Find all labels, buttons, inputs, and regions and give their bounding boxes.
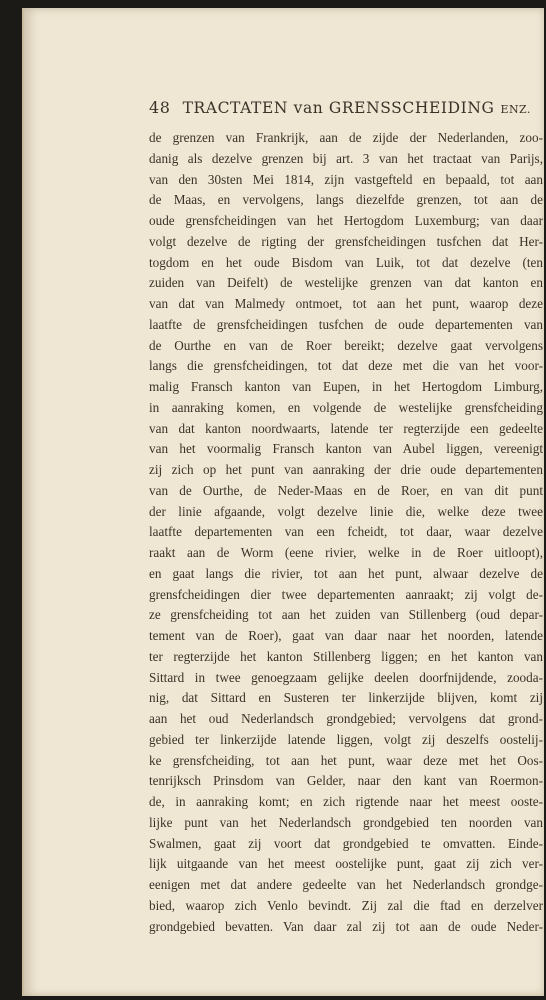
text-line: van dat kanton noordwaarts, latende ter regterzijde een gedeelte	[149, 420, 543, 436]
text-block	[149, 98, 543, 937]
text-line: gebied ter linkerzijde latende liggen, volgt zij deszelfs oostelij-	[149, 731, 543, 747]
text-line: en gaat langs die rivier, tot aan het punt, alwaar dezelve de	[149, 565, 543, 581]
text-line: laatfte departementen van een fcheidt, tot daar, waar dezelve	[149, 524, 543, 540]
text-line: van de Ourthe, de Neder-Maas en de Roer, en van dit punt	[149, 482, 543, 498]
text-line: ke grensfcheiding, tot aan het punt, waar deze met het Oos-	[149, 752, 543, 768]
text-line: van het voormalig Fransch kanton van Aubel liggen, vereenigt	[149, 441, 543, 457]
text-line: raakt aan de Worm (eene rivier, welke in de Roer uitloopt),	[149, 545, 543, 560]
text-line: de, in aanraking komt; en zich rigtende naar het meest ooste-	[149, 794, 543, 809]
text-line: volgt dezelve de rigting der grensfcheidingen tusfchen dat Her-	[149, 233, 543, 249]
text-line: grondgebied bevatten. Van daar zal zij tot aan de oude Neder-	[149, 918, 543, 934]
text-line: oude grensfcheidingen van het Hertogdom Luxemburg; van daar	[149, 213, 543, 228]
text-line: tement van de Roer), gaat van daar naar het noorden, latende	[149, 628, 543, 643]
text-line: laatfte de grensfcheidingen tusfchen de oude departementen van	[149, 316, 543, 332]
text-line: ter regterzijde het kanton Stillenberg liggen; en het kanton van	[149, 648, 543, 664]
text-line: lijke punt van het Nederlandsch grondgebied ten noorden van	[149, 814, 543, 830]
text-line: de grenzen van Frankrijk, aan de zijde der Nederlanden, zoo-	[149, 130, 543, 145]
text-line: de Maas, en vervolgens, langs diezelfde grenzen, tot aan de	[149, 192, 543, 208]
text-line: malig Fransch kanton van Eupen, in het Hertogdom Limburg,	[149, 379, 543, 394]
page-sheet	[22, 8, 544, 996]
text-line: Sittard in twee genoegzaam gelijke deelen doorfnijdende, zooda-	[149, 669, 543, 685]
running-head	[149, 98, 531, 120]
text-line: nig, dat Sittard en Susteren ter linkerzijde blijven, komt zij	[149, 690, 543, 706]
text-line: zuiden van Deifelt) de westelijke grenzen van dat kanton en	[149, 275, 543, 291]
text-line: zij zich op het punt van aanraking der drie oude departementen	[149, 462, 543, 477]
text-line: Swalmen, gaat zij voort dat grondgebied te omvatten. Einde-	[149, 835, 543, 851]
page-number: 48	[149, 98, 171, 117]
running-title-suffix: ENZ.	[500, 103, 531, 116]
text-line: tenrijksch Prinsdom van Gelder, naar den kant van Roermon-	[149, 773, 543, 789]
text-line: bied, waarop zich Venlo bevindt. Zij zal die ftad en derzelver	[149, 897, 543, 913]
text-line: ze grensfcheiding tot aan het zuiden van Stillenberg (oud depar-	[149, 607, 543, 623]
text-line: togdom en het oude Bisdom van Luik, tot dat dezelve (ten	[149, 254, 543, 270]
text-line: langs die grensfcheidingen, tot dat deze met die van het voor-	[149, 358, 543, 374]
text-line: van den 30sten Mei 1814, zijn vastgefteld en bepaald, tot aan	[149, 171, 543, 187]
running-title: TRACTATEN van GRENSSCHEIDING	[182, 99, 495, 117]
text-line: grensfcheidingen dier twee departementen aanraakt; zij volgt de-	[149, 586, 543, 602]
text-line: in aanraking komen, en volgende de westelijke grensfcheiding	[149, 399, 543, 415]
text-line: van dat van Malmedy ontmoet, tot aan het punt, waarop deze	[149, 296, 543, 311]
text-line: aan het oud Nederlandsch grondgebied; vervolgens dat grond-	[149, 711, 543, 726]
text-line: eenigen met dat andere gedeelte van het Nederlandsch grondge-	[149, 877, 543, 892]
text-line: danig als dezelve grenzen bij art. 3 van het tractaat van Parijs,	[149, 150, 543, 166]
text-line: de Ourthe en van de Roer bereikt; dezelve gaat vervolgens	[149, 337, 543, 353]
body-text	[149, 128, 543, 937]
text-line: lijk uitgaande van het meest oostelijke punt, gaat zij zich ver-	[149, 856, 543, 872]
text-line: der linie afgaande, volgt dezelve linie die, welke deze twee	[149, 503, 543, 519]
